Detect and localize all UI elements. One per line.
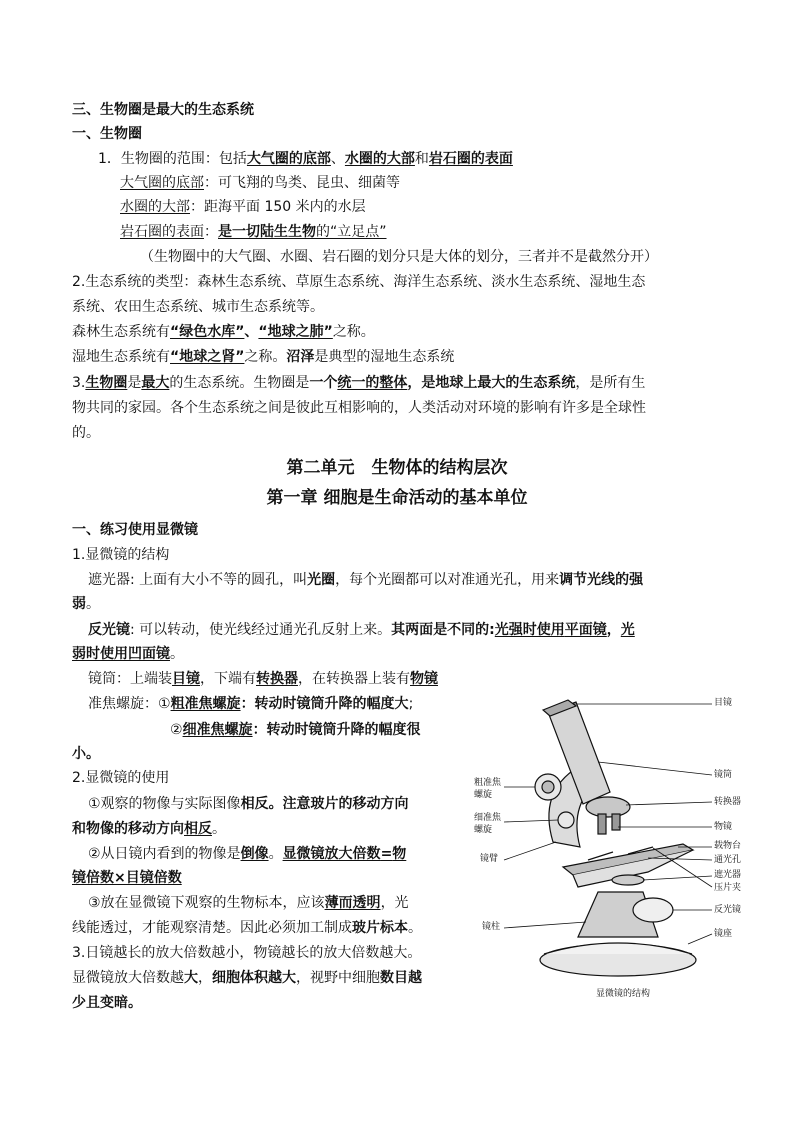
text: 是 bbox=[127, 375, 142, 391]
text: ： bbox=[204, 224, 218, 240]
text: 镜筒：上端装 bbox=[88, 671, 172, 687]
label-mirror: 反光镜 bbox=[714, 905, 742, 915]
leader-arm bbox=[504, 842, 556, 860]
text: 。注意玻片的移动方向 bbox=[268, 796, 409, 812]
magnification-line-2: 少且变暗。 bbox=[72, 995, 142, 1011]
water-layer-line bbox=[120, 197, 366, 217]
practice-heading: 一、练习使用显微镜 bbox=[72, 522, 198, 538]
keyword: 凹面镜 bbox=[128, 646, 170, 662]
section-title: 三、生物圈是最大的生态系统 bbox=[72, 102, 254, 118]
label-objective: 物镜 bbox=[714, 822, 733, 832]
keyword: “地球之肾” bbox=[170, 349, 245, 365]
use2-line-2: 镜倍数×目镜倍数 bbox=[72, 870, 182, 886]
text: 3. bbox=[72, 375, 86, 391]
leader-pillar bbox=[504, 922, 586, 928]
text: 显微镜放大倍数越 bbox=[72, 970, 184, 986]
diaphragm-line-2 bbox=[72, 594, 100, 614]
layer-note: （生物圈中的大气圈、水圈、岩石圈的划分只是大体的划分，三者并不是截然分开） bbox=[140, 249, 658, 265]
tube-line bbox=[88, 669, 438, 689]
text: 湿地生态系统有 bbox=[72, 349, 170, 365]
text: 准焦螺旋： bbox=[88, 696, 158, 712]
text: 森林生态系统有 bbox=[72, 324, 170, 340]
keyword: 光圈 bbox=[307, 572, 336, 588]
use1-line-1 bbox=[88, 794, 409, 814]
diaphragm-line-1 bbox=[88, 570, 643, 590]
text: 。 bbox=[268, 846, 283, 862]
text: ：转动时镜筒升降的幅度很 bbox=[252, 722, 421, 738]
keyword: 大气圈的底部 bbox=[246, 151, 331, 167]
keyword: “地球之肺” bbox=[258, 324, 333, 340]
keyword: 最大 bbox=[141, 375, 170, 391]
ecosystem-types-2: 系统、农田生态系统、城市生态系统等。 bbox=[72, 299, 324, 315]
keyword: 大气圈的底部 bbox=[120, 175, 204, 191]
text: 、 bbox=[330, 151, 345, 167]
keyword: 物镜 bbox=[410, 671, 438, 687]
text: 一个 bbox=[309, 375, 338, 391]
text: ，在转换器上装有 bbox=[298, 671, 410, 687]
magnification-line-1 bbox=[72, 968, 422, 988]
text: 线能透过，才能观察清楚。因此必须加工制成 bbox=[72, 920, 352, 936]
biosphere-largest-3: 的。 bbox=[72, 425, 100, 441]
structure-heading: 1.显微镜的结构 bbox=[72, 547, 170, 563]
biosphere-largest-2: 物共同的家园。各个生态系统之间是彼此互相影响的，人类活动对环境的影响有许多是全球性 bbox=[72, 400, 646, 416]
chapter-title: 第一章 细胞是生命活动的基本单位 bbox=[266, 488, 528, 508]
label-diaphragm: 遮光器 bbox=[714, 870, 742, 880]
objective-1 bbox=[598, 814, 606, 834]
keyword: 统一的整体 bbox=[337, 375, 408, 391]
keyword: 沼泽 bbox=[286, 349, 315, 365]
keyword: 生物圈 bbox=[85, 375, 128, 391]
use1-line-2 bbox=[72, 819, 226, 839]
keyword: 相反 bbox=[184, 821, 212, 837]
keyword: 是一切陆生生物 bbox=[218, 224, 316, 240]
keyword: 调节光线的强 bbox=[559, 572, 644, 588]
keyword: 转换器 bbox=[256, 671, 298, 687]
text: ， bbox=[606, 622, 621, 638]
text: 之称。 bbox=[244, 349, 287, 365]
label-pillar: 镜柱 bbox=[482, 922, 501, 932]
keyword: 薄而透明 bbox=[324, 895, 381, 911]
nosepiece-shape bbox=[586, 797, 630, 817]
text: ， bbox=[198, 970, 212, 986]
keyword: 弱时使用 bbox=[72, 646, 128, 662]
length-rule-line: 3.日镜越长的放大倍数越小，物镜越长的放大倍数越大。 bbox=[72, 945, 422, 961]
text: ，是地球上最大的生态系统 bbox=[407, 375, 576, 391]
text: ③放在显微镜下观察的生物标本，应该 bbox=[88, 895, 325, 911]
subsection-title: 一、生物圈 bbox=[72, 126, 142, 142]
keyword: 遮光器 bbox=[88, 572, 130, 588]
use2-line-1 bbox=[88, 844, 406, 864]
text: 是典型的湿地生态系统 bbox=[314, 349, 455, 365]
keyword: 显微镜放大倍数 bbox=[282, 846, 381, 862]
figure-caption: 显微镜的结构 bbox=[596, 989, 651, 999]
keyword: 相反 bbox=[240, 796, 269, 812]
keyword: 水圈的大部 bbox=[120, 199, 190, 215]
rock-layer-line bbox=[120, 222, 387, 242]
biosphere-range bbox=[98, 149, 513, 169]
text: ① bbox=[158, 696, 171, 712]
fine-focus-line-2: 小。 bbox=[72, 746, 100, 762]
keyword: 细胞体积越大 bbox=[212, 970, 296, 986]
label-clip: 压片夹 bbox=[714, 883, 742, 893]
mirror-line-2 bbox=[72, 644, 184, 664]
text: ：转动时镜筒升降的幅度大 bbox=[240, 696, 409, 712]
text: 。 bbox=[408, 920, 422, 936]
label-fine-1: 细准焦 bbox=[474, 813, 502, 823]
keyword: 倒像 bbox=[240, 846, 269, 862]
label-eyepiece: 目镜 bbox=[714, 698, 733, 708]
text: ，下端有 bbox=[200, 671, 256, 687]
unit-title: 第二单元 生物体的结构层次 bbox=[286, 458, 508, 478]
label-tube: 镜筒 bbox=[714, 770, 733, 780]
keyword: 细准焦螺旋 bbox=[182, 722, 253, 738]
biosphere-largest-1 bbox=[72, 373, 645, 393]
keyword: 数目越 bbox=[380, 970, 422, 986]
text: 的生态系统。生物圈是 bbox=[169, 375, 310, 391]
label-base: 镜座 bbox=[714, 929, 733, 939]
keyword: 平面镜 bbox=[564, 622, 607, 638]
label-stage: 载物台 bbox=[714, 841, 742, 851]
usage-heading: 2.显微镜的使用 bbox=[72, 770, 170, 786]
text: 。 bbox=[86, 596, 100, 612]
leader-nosepiece bbox=[626, 802, 712, 805]
leader-tube bbox=[598, 762, 712, 775]
text: ，每个光圈都可以对准通光孔，用来 bbox=[335, 572, 560, 588]
objective-2 bbox=[612, 814, 620, 830]
text: ② bbox=[170, 722, 183, 738]
wetland-line bbox=[72, 347, 454, 367]
keyword: “绿色水库” bbox=[170, 324, 245, 340]
keyword: 弱 bbox=[72, 596, 86, 612]
label-coarse-2: 螺旋 bbox=[474, 790, 493, 800]
air-layer-line bbox=[120, 173, 400, 193]
text: 。 bbox=[170, 646, 184, 662]
keyword: 光强时使用 bbox=[494, 622, 565, 638]
label-aperture: 通光孔 bbox=[714, 855, 742, 865]
text: 和 bbox=[414, 151, 429, 167]
keyword: 大 bbox=[184, 970, 198, 986]
keyword: 光 bbox=[620, 622, 635, 638]
mirror-shape bbox=[633, 898, 673, 922]
text: ②从日镜内看到的物像是 bbox=[88, 846, 241, 862]
ecosystem-types-1: 2.生态系统的类型：森林生态系统、草原生态系统、海洋生态系统、淡水生态系统、湿地生态 bbox=[72, 274, 646, 290]
text: ①观察的物像与实际图像 bbox=[88, 796, 241, 812]
leader-base bbox=[688, 934, 712, 944]
keyword: 岩石圈的表面 bbox=[120, 224, 204, 240]
forest-line bbox=[72, 322, 375, 342]
coarse-knob-inner bbox=[542, 781, 554, 793]
keyword: 粗准焦螺旋 bbox=[170, 696, 241, 712]
text: 之称。 bbox=[332, 324, 375, 340]
diaphragm-shape bbox=[612, 875, 644, 885]
text: ，视野中细胞 bbox=[296, 970, 380, 986]
label-nosepiece: 转换器 bbox=[714, 797, 742, 807]
text: ，光 bbox=[380, 895, 409, 911]
keyword: 物 bbox=[392, 846, 407, 862]
fine-knob bbox=[558, 812, 574, 828]
mirror-line-1 bbox=[88, 620, 635, 640]
text: 、 bbox=[244, 324, 259, 340]
text: ; bbox=[408, 696, 414, 712]
use3-line-2 bbox=[72, 918, 422, 938]
text: ：可飞翔的鸟类、昆虫、细菌等 bbox=[204, 175, 400, 191]
text: 1．生物圈的范围：包括 bbox=[98, 151, 247, 167]
base-top bbox=[544, 943, 692, 954]
text: : 上面有大小不等的圆孔，叫 bbox=[130, 572, 308, 588]
keyword: 岩石圈的表面 bbox=[428, 151, 513, 167]
coarse-focus-line bbox=[88, 694, 413, 714]
keyword: 水圈的大部 bbox=[344, 151, 415, 167]
text: : 可以转动，使光线经过通光孔反射上来。 bbox=[130, 622, 392, 638]
label-fine-2: 螺旋 bbox=[474, 825, 493, 835]
label-coarse-1: 粗准焦 bbox=[474, 778, 502, 788]
text: 和物像的移动方向 bbox=[72, 821, 184, 837]
text: 其两面是不同的: bbox=[391, 622, 495, 638]
use3-line-1 bbox=[88, 893, 409, 913]
text: 。 bbox=[212, 821, 226, 837]
text: ：距海平面 150 米内的水层 bbox=[190, 199, 366, 215]
label-arm: 镜臂 bbox=[480, 854, 499, 864]
keyword: 玻片标本 bbox=[352, 920, 408, 936]
keyword: 反光镜 bbox=[88, 622, 130, 638]
fine-focus-line bbox=[170, 720, 421, 740]
leader-diaphragm bbox=[643, 876, 712, 880]
text: 的“立足点” bbox=[316, 224, 387, 240]
keyword: 目镜 bbox=[172, 671, 200, 687]
keyword: = bbox=[380, 846, 393, 862]
text: ，是所有生 bbox=[575, 375, 646, 391]
